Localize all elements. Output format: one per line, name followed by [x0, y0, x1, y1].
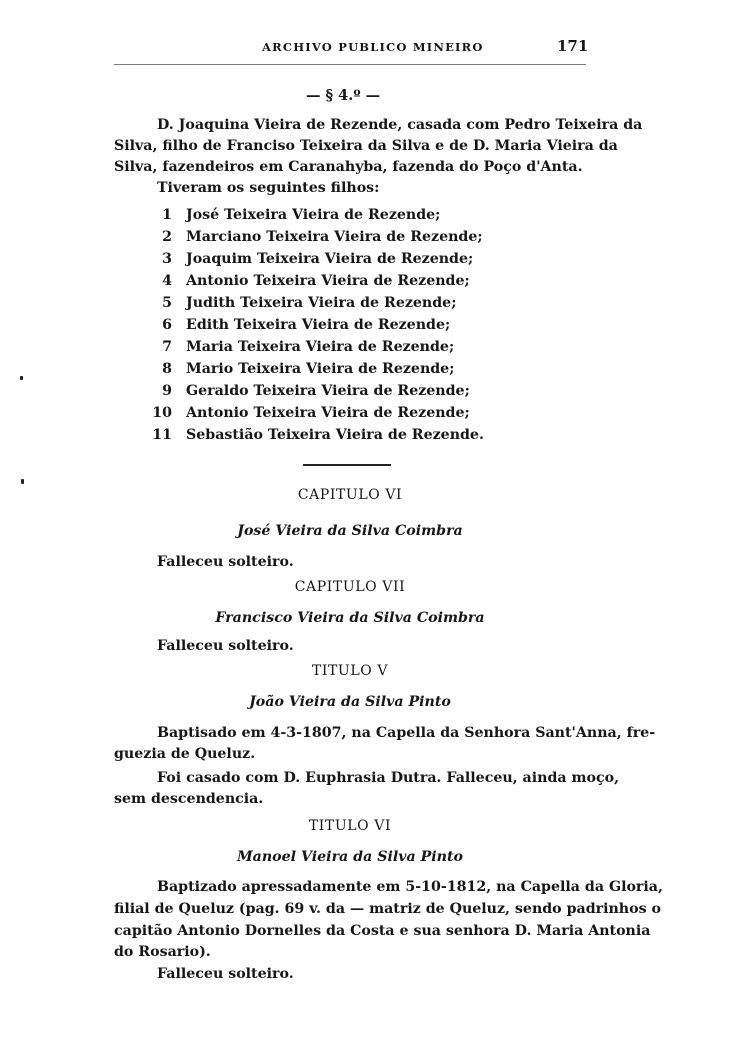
list-number: 7 — [162, 339, 172, 355]
list-item: Antonio Teixeira Vieira de Rezende; — [186, 405, 470, 421]
list-number: 6 — [162, 317, 172, 333]
intro-line-3: Silva, fazendeiros em Caranahyba, fazenda do Poço d'Anta. — [114, 159, 583, 175]
list-item: Judith Teixeira Vieira de Rezende; — [186, 295, 457, 311]
person-name-cap6: José Vieira da Silva Coimbra — [237, 523, 463, 539]
list-number: 9 — [162, 383, 172, 399]
intro-line-2: Silva, filho de Franciso Teixeira da Silva e de D. Maria Vieira da — [114, 138, 618, 154]
list-number: 10 — [152, 405, 172, 421]
list-item: Mario Teixeira Vieira de Rezende; — [186, 361, 455, 377]
list-number: 11 — [152, 427, 172, 443]
list-item: Marciano Teixeira Vieira de Rezende; — [186, 229, 483, 245]
list-item: Sebastião Teixeira Vieira de Rezende. — [186, 427, 484, 443]
tit5-line-3: Foi casado com D. Euphrasia Dutra. Falleceu, ainda moço, — [157, 770, 620, 786]
list-item: Antonio Teixeira Vieira de Rezende; — [186, 273, 470, 289]
list-number: 2 — [162, 229, 172, 245]
tit6-line-1: Baptizado apressadamente em 5-10-1812, na Capella da Gloria, — [157, 879, 663, 895]
list-item: José Teixeira Vieira de Rezende; — [186, 207, 441, 223]
list-number: 8 — [162, 361, 172, 377]
intro-line-1: D. Joaquina Vieira de Rezende, casada com Pedro Teixeira da — [157, 117, 643, 133]
tit5-line-1: Baptisado em 4-3-1807, na Capella da Senhora Sant'Anna, fre- — [157, 725, 656, 741]
scan-speck — [21, 479, 24, 484]
list-item: Geraldo Teixeira Vieira de Rezende; — [186, 383, 470, 399]
list-item: Maria Teixeira Vieira de Rezende; — [186, 339, 455, 355]
list-number: 5 — [162, 295, 172, 311]
tit6-line-2: filial de Queluz (pag. 69 v. da — matriz de Queluz, sendo padrinhos o — [114, 901, 661, 917]
list-number: 3 — [162, 251, 172, 267]
tit6-line-5: Falleceu solteiro. — [157, 966, 294, 982]
person-name-tit6: Manoel Vieira da Silva Pinto — [236, 849, 464, 865]
list-item: Joaquim Teixeira Vieira de Rezende; — [186, 251, 474, 267]
chapter-heading-vi: CAPITULO VI — [297, 487, 403, 503]
cap7-text: Falleceu solteiro. — [157, 638, 294, 654]
cap6-text: Falleceu solteiro. — [157, 554, 294, 570]
chapter-heading-vii: CAPITULO VII — [294, 579, 406, 595]
list-item: Edith Teixeira Vieira de Rezende; — [186, 317, 451, 333]
tit6-line-3: capitão Antonio Dornelles da Costa e sua senhora D. Maria Antonia — [114, 923, 651, 939]
title-heading-vi: TITULO VI — [308, 818, 392, 834]
section-divider — [303, 464, 391, 466]
page-number: 171 — [557, 37, 589, 55]
person-name-tit5: João Vieira da Silva Pinto — [249, 694, 451, 710]
scan-speck — [20, 376, 23, 380]
person-name-cap7: Francisco Vieira da Silva Coimbra — [215, 610, 485, 626]
tit5-line-4: sem descendencia. — [114, 791, 264, 807]
section-mark: — § 4.º — — [306, 87, 381, 104]
tit5-line-2: guezia de Queluz. — [114, 746, 256, 762]
tit6-line-4: do Rosario). — [114, 944, 211, 960]
running-header: ARCHIVO PUBLICO MINEIRO — [262, 40, 484, 54]
list-number: 4 — [162, 273, 172, 289]
list-number: 1 — [162, 207, 172, 223]
intro-line-4: Tiveram os seguintes filhos: — [157, 180, 380, 196]
header-rule — [114, 64, 586, 65]
title-heading-v: TITULO V — [311, 663, 389, 679]
